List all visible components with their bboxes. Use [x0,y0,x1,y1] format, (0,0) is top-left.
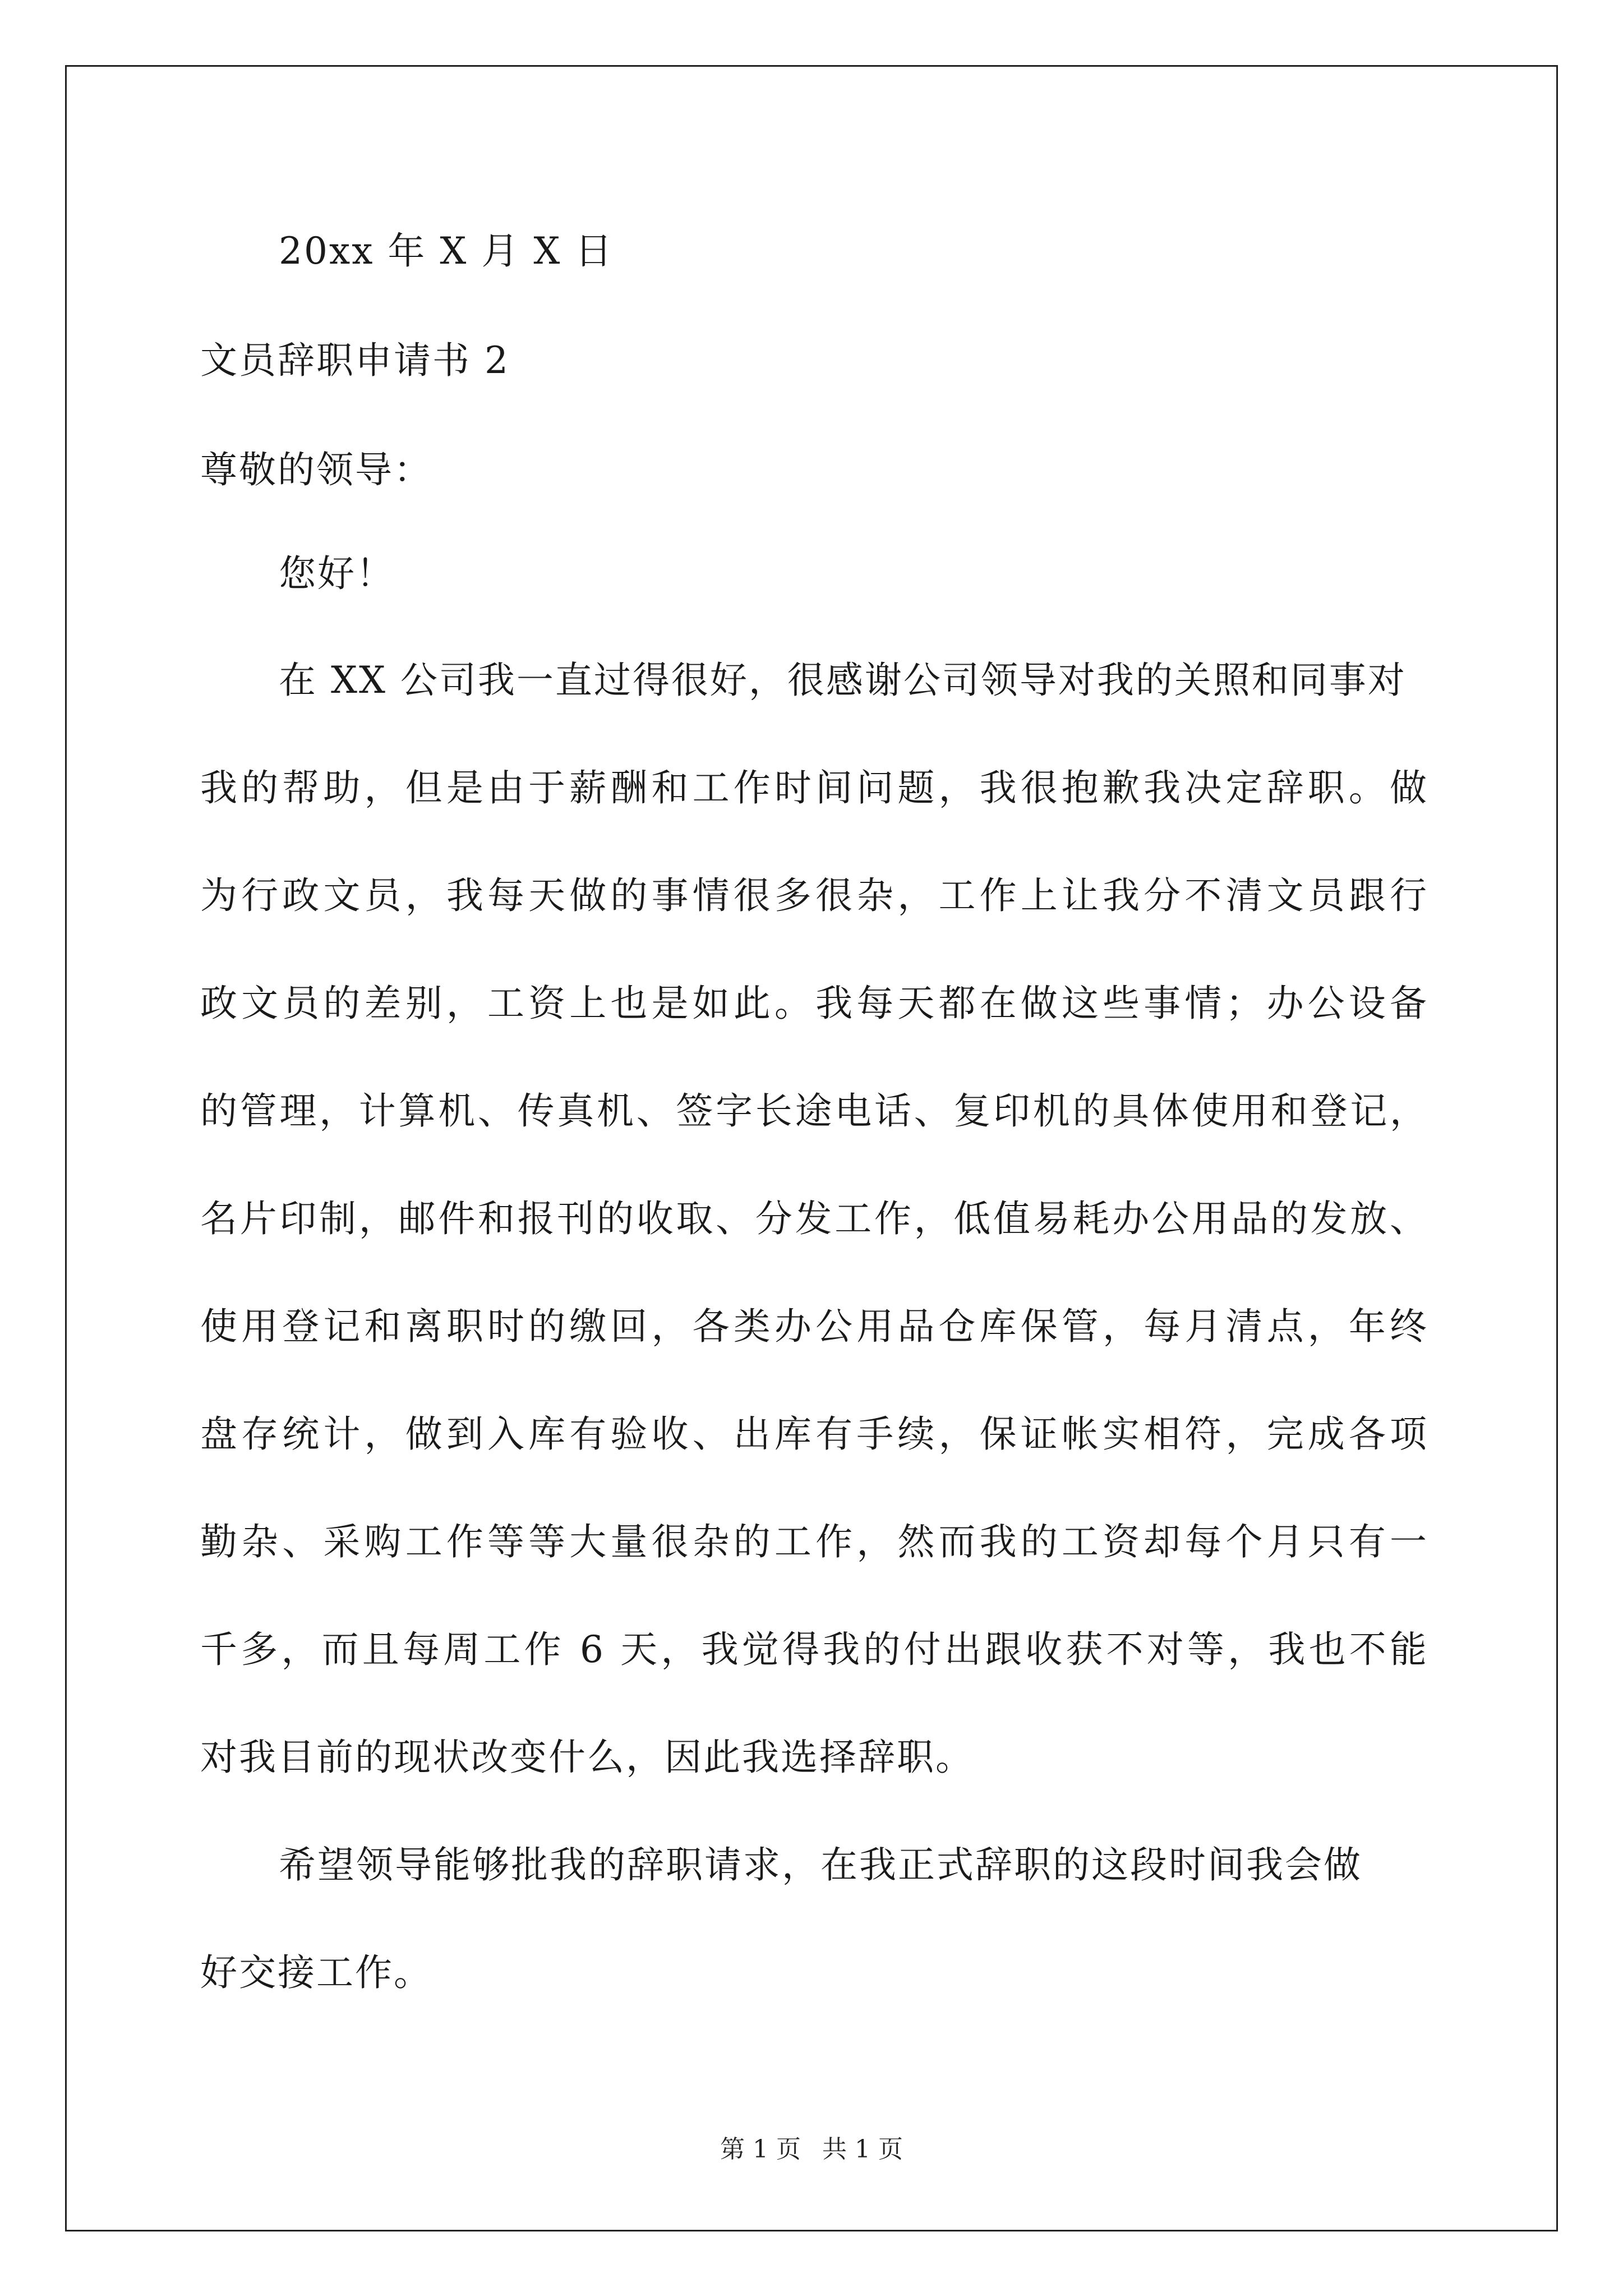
salutation: 尊敬的领导： [200,448,432,491]
paragraph-line: 希望领导能够批我的辞职请求，在我正式辞职的这段时间我会做 [279,1843,1362,1887]
paragraph-line: 盘存统计，做到入库有验收、出库有手续，保证帐实相符，完成各项 [200,1412,1428,1456]
paragraph-line: 的管理，计算机、传真机、签字长途电话、复印机的具体使用和登记， [200,1089,1428,1133]
paragraph-line: 在 XX 公司我一直过得很好，很感谢公司领导对我的关照和同事对 [279,659,1407,702]
page-footer [0,2137,1623,2162]
paragraph-line: 好交接工作。 [200,1951,432,1994]
page-total: 共 1 页 [822,2135,903,2164]
paragraph-line: 使用登记和离职时的缴回，各类办公用品仓库保管，每月清点，年终 [200,1305,1428,1348]
paragraph-line: 勤杂、采购工作等等大量很杂的工作，然而我的工资却每个月只有一 [200,1520,1428,1563]
paragraph-line: 千多，而且每周工作 6 天，我觉得我的付出跟收获不对等，我也不能 [200,1628,1428,1671]
paragraph-line: 名片印制，邮件和报刊的收取、分发工作，低值易耗办公用品的发放、 [200,1197,1428,1240]
paragraph-line: 对我目前的现状改变什么，因此我选择辞职。 [200,1736,974,1779]
date-line: 20xx 年 X 月 X 日 [279,229,614,273]
page-border [65,65,1558,2231]
paragraph-line: 政文员的差别，工资上也是如此。我每天都在做这些事情；办公设备 [200,982,1428,1025]
paragraph-line: 我的帮助，但是由于薪酬和工作时间问题，我很抱歉我决定辞职。做 [200,766,1428,809]
page-number: 第 1 页 [720,2135,801,2164]
document-title: 文员辞职申请书 2 [200,339,510,382]
greeting: 您好！ [279,552,395,595]
paragraph-line: 为行政文员，我每天做的事情很多很杂，工作上让我分不清文员跟行 [200,874,1428,917]
